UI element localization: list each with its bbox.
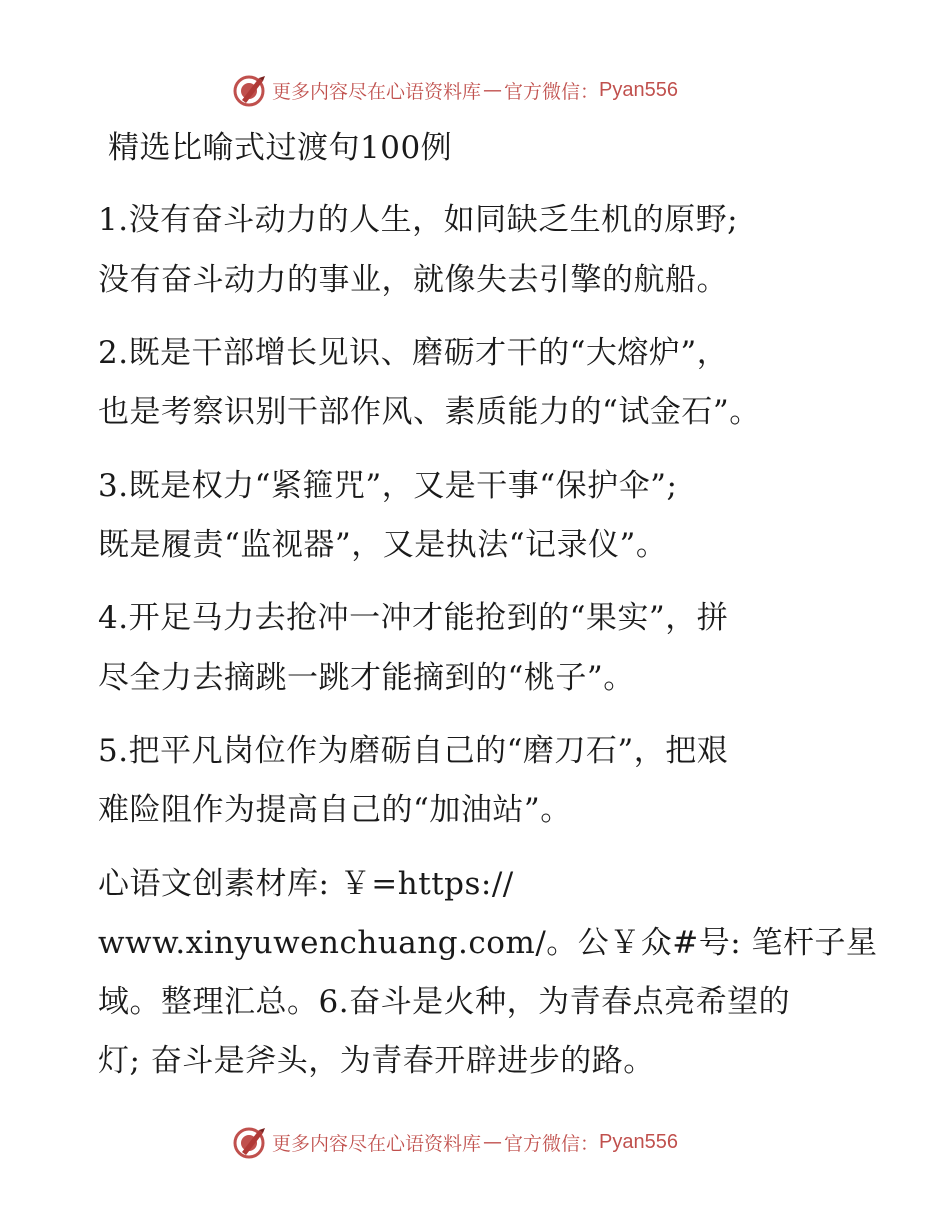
watermark-wechat-id: Pyan556: [599, 1130, 678, 1153]
watermark-wechat-label: 官方微信：: [504, 80, 600, 103]
text-line: 心语文创素材库: ￥=https://: [98, 866, 514, 902]
text-line: 也是考察识别干部作风、素质能力的“试金石”。: [98, 394, 761, 430]
text-line: 尽全力去摘跳一跳才能摘到的“桃子”。: [98, 660, 635, 696]
text-line: 灯; 奋斗是斧头，为青春开辟进步的路。: [98, 1043, 655, 1079]
watermark-separator: —: [483, 1131, 503, 1153]
text-line: 3.既是权力“紧箍咒”，又是干事“保护伞”;: [98, 468, 678, 504]
watermark-text: 更多内容尽在心语资料库: [272, 1132, 482, 1155]
text-line: 2.既是干部增长见识、磨砺才干的“大熔炉”，: [98, 335, 729, 371]
pen-logo-icon: [232, 1124, 268, 1160]
document-title: 精选比喻式过渡句100例: [108, 130, 453, 166]
text-line: 4.开足马力去抢冲一冲才能抢到的“果实”，拼: [98, 600, 729, 636]
text-line: 没有奋斗动力的事业，就像失去引擎的航船。: [98, 262, 728, 298]
watermark-wechat-id: Pyan556: [599, 78, 678, 101]
text-line: 1.没有奋斗动力的人生，如同缺乏生机的原野;: [98, 202, 739, 238]
text-line: 域。整理汇总。6.奋斗是火种，为青春点亮希望的: [98, 984, 791, 1020]
watermark-wechat-label: 官方微信：: [504, 1132, 600, 1155]
text-line: 5.把平凡岗位作为磨砺自己的“磨刀石”，把艰: [98, 733, 729, 769]
text-line: 难险阻作为提高自己的“加油站”。: [98, 792, 572, 828]
pen-logo-icon: [232, 72, 268, 108]
footer-watermark: [232, 1122, 678, 1162]
watermark-text: 更多内容尽在心语资料库: [272, 80, 482, 103]
text-line: 既是履责“监视器”，又是执法“记录仪”。: [98, 527, 668, 563]
text-line: www.xinyuwenchuang.com/。公￥众#号: 笔杆子星: [98, 925, 878, 961]
header-watermark: [232, 70, 678, 110]
watermark-separator: —: [483, 79, 503, 101]
